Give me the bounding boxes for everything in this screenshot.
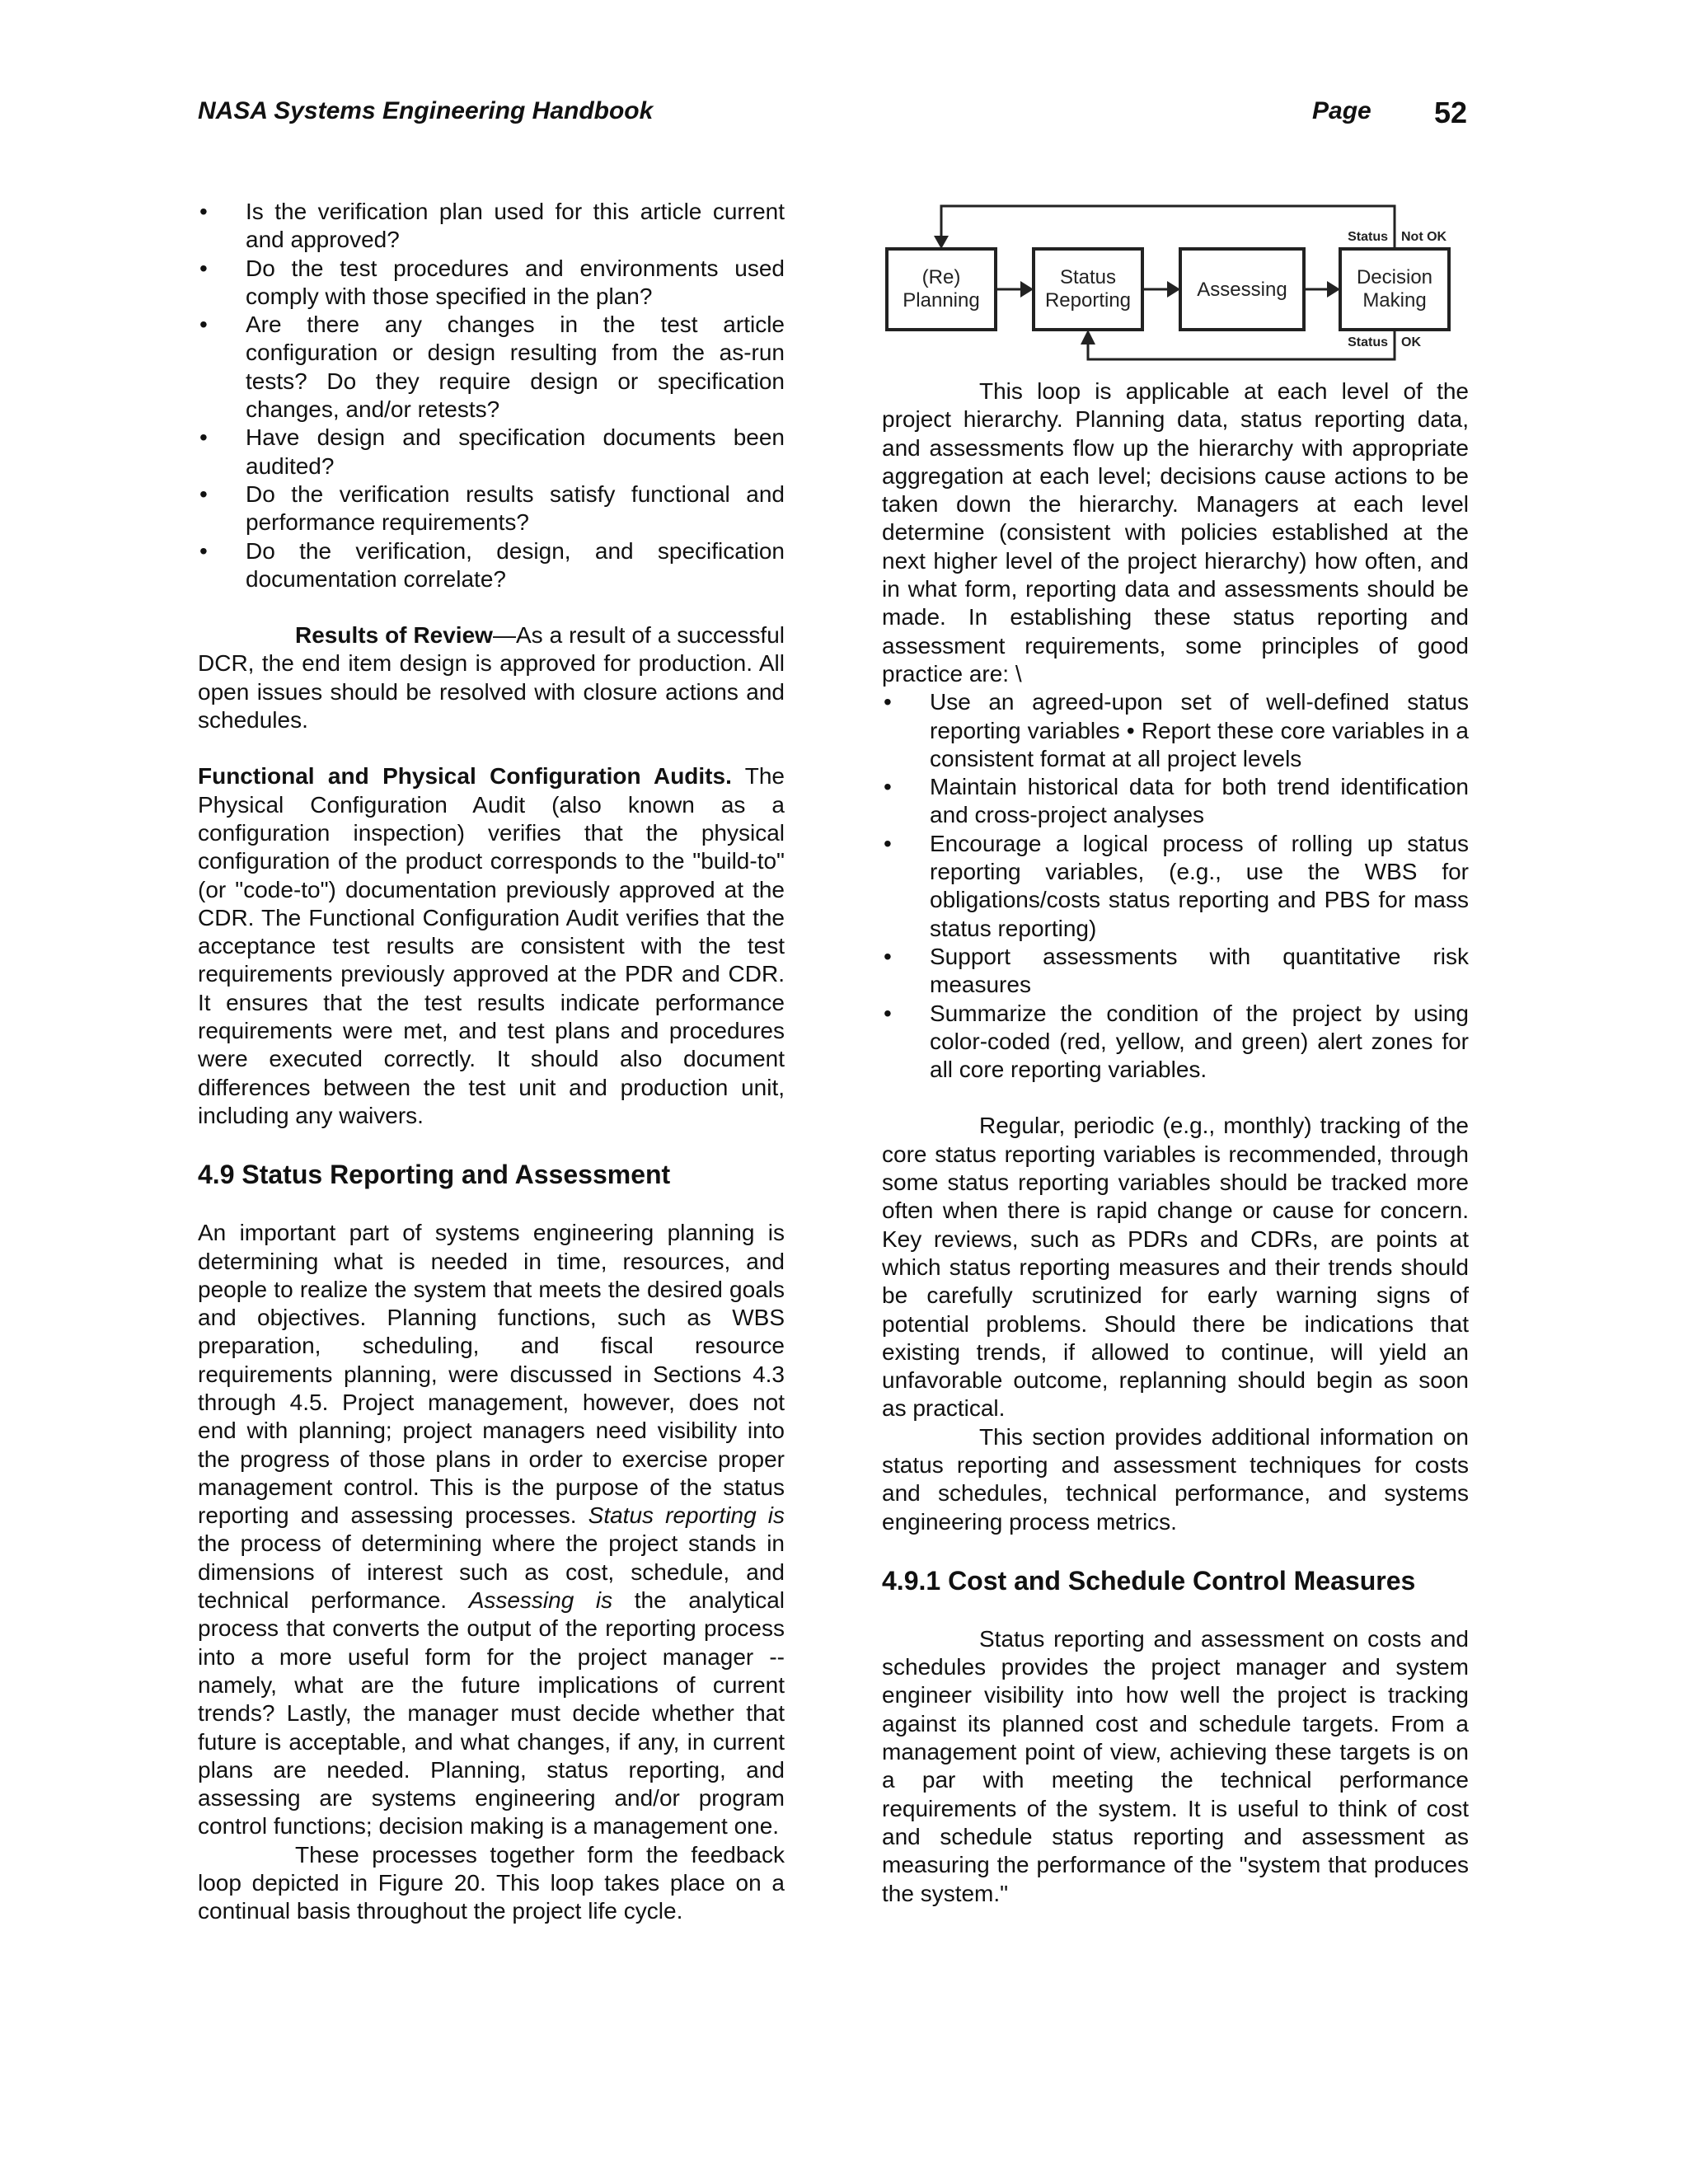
loop-applicability-paragraph: This loop is applicable at each level of the project hierarchy. Planning data, status reporting data, and assessments flow up the hierarchy with appropriate aggregation at each level; decisions cause actions to be taken down the hierarchy. Managers at each level determine (consistent with policies established at the next higher level of the project hierarchy) how often, and in what form, reporting data and assessments should be made. In establishing these status reporting and assessment requirements, some principles of good practice are: \ — [882, 378, 1469, 687]
decision-making-label-line2: Making — [1362, 289, 1427, 312]
section-overview-paragraph: This section provides additional information on status reporting and assessment techniques for costs and schedules, technical performance, and systems engineering process metrics. — [882, 1423, 1469, 1535]
not-ok-label: Not OK — [1401, 230, 1447, 244]
arrowhead — [1327, 281, 1340, 298]
handbook-title: NASA Systems Engineering Handbook — [198, 97, 654, 124]
section-heading-4-9-1: 4.9.1 Cost and Schedule Control Measures — [882, 1565, 1416, 1596]
good-practice-list — [882, 688, 1469, 1084]
configuration-audits-paragraph: Functional and Physical Configuration Audits. The Physical Configuration Audit (also known as a configuration inspection) verifies that the physical configuration of the product corresponds to the "build-to" (or "code-to") documentation previously approved at the CDR. The Functional Configuration Audit verifies that the acceptance test results are consistent with the test requirements previously approved at the PDR and CDR. It ensures that the test results indicate performance requirements were met, and test plans and procedures were executed correctly. It should also document differences between the test unit and production unit, including any waivers. — [198, 763, 785, 1128]
list-item: • Is the verification plan used for this article current and approved? — [199, 199, 785, 253]
page-label: Page — [1312, 97, 1372, 124]
status-reporting-label-line1: Status — [1059, 266, 1117, 288]
list-item: • Do the verification, design, and specification documentation correlate? — [199, 537, 785, 592]
list-item: • Do the verification results satisfy functional and performance requirements? — [199, 480, 785, 536]
page-number: 52 — [1434, 96, 1468, 129]
list-item: • Have design and specification documents been audited? — [199, 424, 785, 479]
planning-label-line1: (Re) — [921, 266, 961, 288]
arrowhead — [1167, 281, 1180, 298]
ok-label: OK — [1401, 335, 1421, 349]
section-heading-4-9: 4.9 Status Reporting and Assessment — [198, 1160, 671, 1190]
right-column — [882, 198, 1469, 1908]
arrowhead — [1081, 330, 1095, 344]
assessing-label: Assessing — [1197, 279, 1287, 301]
list-item: • Summarize the condition of the project by using color-coded (red, yellow, and green) alert zones for all core reporting variables. — [884, 1000, 1469, 1083]
list-item: • Do the test procedures and environments used comply with those specified in the plan? — [199, 255, 785, 309]
arrowhead — [1020, 281, 1034, 298]
periodic-tracking-paragraph: Regular, periodic (e.g., monthly) tracking of the core status reporting variables is recommended, through some status reporting variables should be tracked more often when there is rapid change or cause for concern. Key reviews, such as PDRs and CDRs, are points at which status reporting measures and their trends should be carefully scrutinized for early warning signs of potential problems. Should there be indications that existing trends, if allowed to continue, will yield an unfavorable outcome, replanning should begin as soon as practical. — [882, 1113, 1469, 1422]
status-reporting-label-line2: Reporting — [1044, 289, 1132, 312]
review-checklist — [198, 198, 785, 593]
cost-schedule-paragraph: Status reporting and assessment on costs and schedules provides the project manager and system engineer visibility into how well the project is tracking against its planned cost and schedule targets. From a management point of view, achieving these targets is on a par with meeting the technical performance requirements of the system. It is useful to think of cost and schedule status reporting and assessment as measuring the performance of the "system that produces the system." — [882, 1625, 1469, 1906]
list-item: • Encourage a logical process of rolling up status reporting variables, (e.g., use the WBS for obligations/costs status reporting and PBS for mass status reporting) — [884, 830, 1469, 941]
results-of-review-paragraph: Results of Review—As a result of a successful DCR, the end item design is approved for production. All open issues should be resolved with closure actions and schedules. — [198, 622, 785, 733]
not-ok-feedback-line — [941, 206, 1395, 249]
feedback-loop-diagram — [882, 198, 1469, 364]
planning-label-line2: Planning — [903, 289, 980, 312]
list-item: • Maintain historical data for both trend identification and cross-project analyses — [884, 774, 1469, 828]
status-reporting-intro-paragraph: An important part of systems engineering planning is determining what is needed in time, resources, and people to realize the system that meets the desired goals and objectives. Planning functions, such as WBS preparation, scheduling, and fiscal resource requirements planning, were discussed in Sections 4.3 through 4.5. Project management, however, does not end with planning; project managers need visibility into the progress of those plans in order to exercise proper management control. This is the purpose of the status reporting and assessing processes. Status reporting is the process of determining where the project stands in dimensions of interest such as cost, schedule, and technical performance. Assessing is the analytical process that converts the output of the reporting process into a more useful form for the project manager -- namely, what are the future implications of current trends? Lastly, the manager must decide whether that future is acceptable, and what changes, if any, in current plans are needed. Planning, status reporting, and assessing are systems engineering and/or program control functions; decision making is a management one. — [198, 1220, 785, 1840]
list-item: • Are there any changes in the test article configuration or design resulting from the as-run tests? Do they require design or specification changes, and/or retests? — [199, 312, 785, 423]
feedback-loop-figure — [882, 198, 1469, 364]
left-column — [198, 198, 785, 1926]
list-item: • Support assessments with quantitative risk measures — [884, 943, 1469, 998]
status-not-ok-label: Status — [1348, 230, 1388, 244]
arrowhead — [934, 236, 949, 249]
decision-making-label-line1: Decision — [1356, 266, 1433, 288]
feedback-loop-paragraph: These processes together form the feedback loop depicted in Figure 20. This loop takes place on a continual basis throughout the project life cycle. — [198, 1841, 785, 1924]
status-ok-label: Status — [1348, 335, 1388, 349]
list-item: • Use an agreed-upon set of well-defined status reporting variables • Report these core variables in a consistent format at all project levels — [884, 689, 1469, 771]
